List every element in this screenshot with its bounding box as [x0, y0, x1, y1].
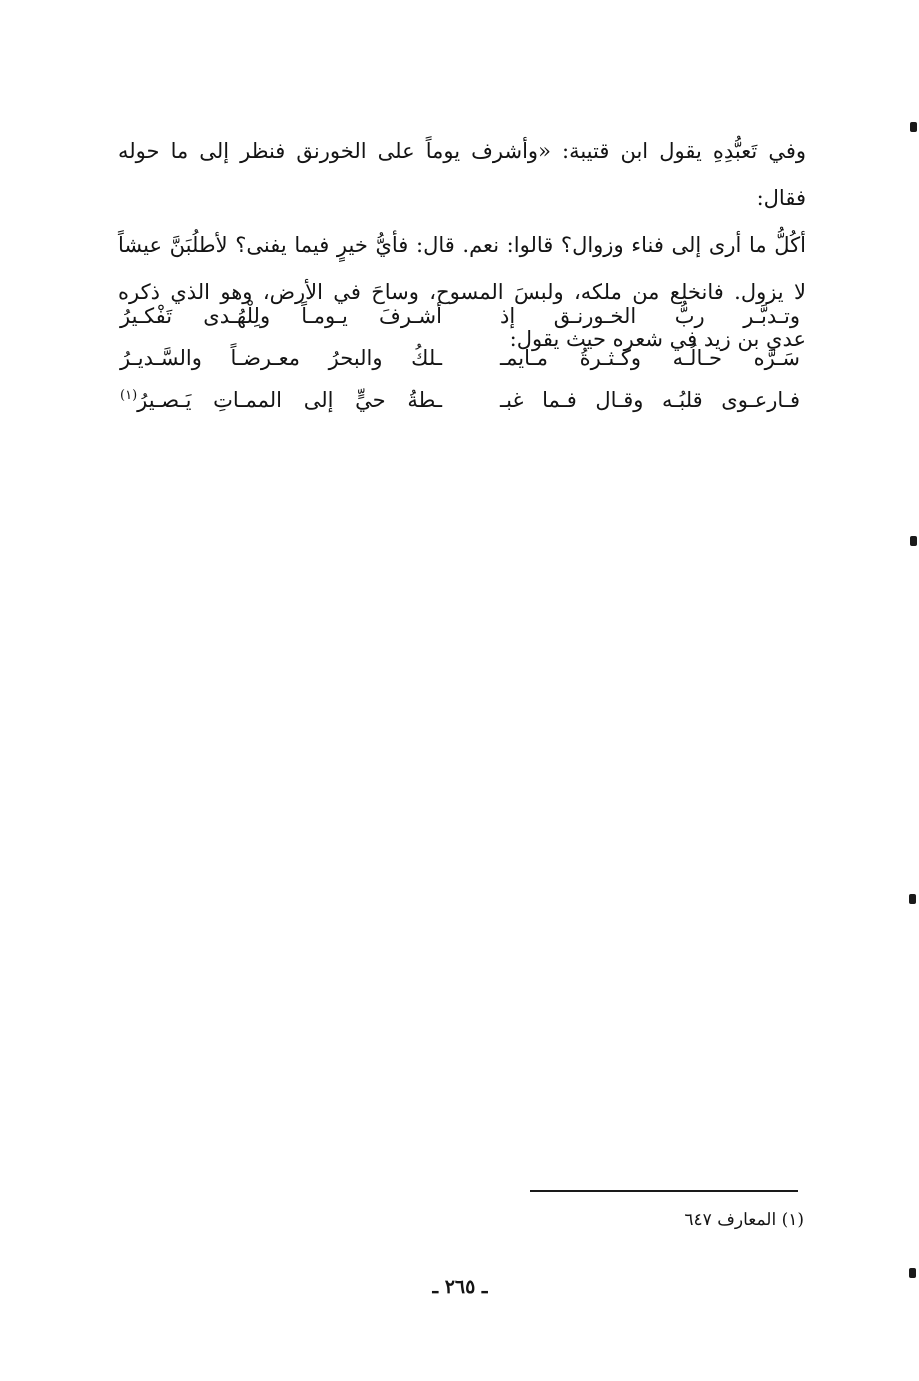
verse-second-hemistich: [120, 388, 442, 412]
verse-first-hemistich: سَـرَّه حـالُـه وكـثـرةُ مـايمـ: [500, 346, 800, 370]
verse-first-hemistich: فـارعـوى قلبُـه وقـال فـما غبـ: [500, 388, 800, 412]
paragraph-line: لا يزول. فانخلع من ملكه، ولبسَ المسوح، وساحَ في الأرض، وهو الذي ذكره: [118, 280, 806, 304]
scan-edge-mark: [910, 536, 917, 546]
paragraph-line: أكُلُّ ما أرى إلى فناء وزوال؟ قالوا: نعم. قال: فأيُّ خيرٍ فيما يفنى؟ لأطلُبَنَّ عيشاً: [118, 233, 806, 257]
page-number: ـ ٢٦٥ ـ: [432, 1276, 488, 1298]
scan-edge-mark: [909, 894, 916, 904]
scan-edge-mark: [909, 1268, 916, 1278]
poem-verse: [120, 346, 800, 388]
paragraph-line: عدي بن زيد في شعره حيث يقول:: [509, 327, 806, 351]
footnote-divider: [530, 1190, 798, 1192]
poem: [120, 304, 800, 430]
verse-first-hemistich: وتـدبَّـر ربُّ الخـورنـق إذ: [500, 304, 800, 328]
paragraph-line: وفي تَعبُّدِهِ يقول ابن قتيبة: «وأشرف يوماً على الخورنق فنظر إلى ما حوله فقال:: [118, 139, 806, 210]
poem-verse: [120, 304, 800, 346]
verse-second-hemistich: ـلكُ والبحرُ معـرضـاً والسَّـديـرُ: [120, 346, 442, 370]
footnote: (١) المعارف ٦٤٧: [684, 1210, 804, 1230]
verse-second-hemistich-text: ـطةُ حيٍّ إلى الممـاتِ يَـصـيرُ: [137, 388, 442, 412]
scan-edge-mark: [910, 122, 917, 132]
footnote-reference[interactable]: (١): [120, 388, 138, 403]
poem-verse: [120, 388, 800, 430]
verse-second-hemistich: أشـرفَ يـومـاً ولِلْهُـدى تَفْكـيرُ: [120, 304, 442, 328]
